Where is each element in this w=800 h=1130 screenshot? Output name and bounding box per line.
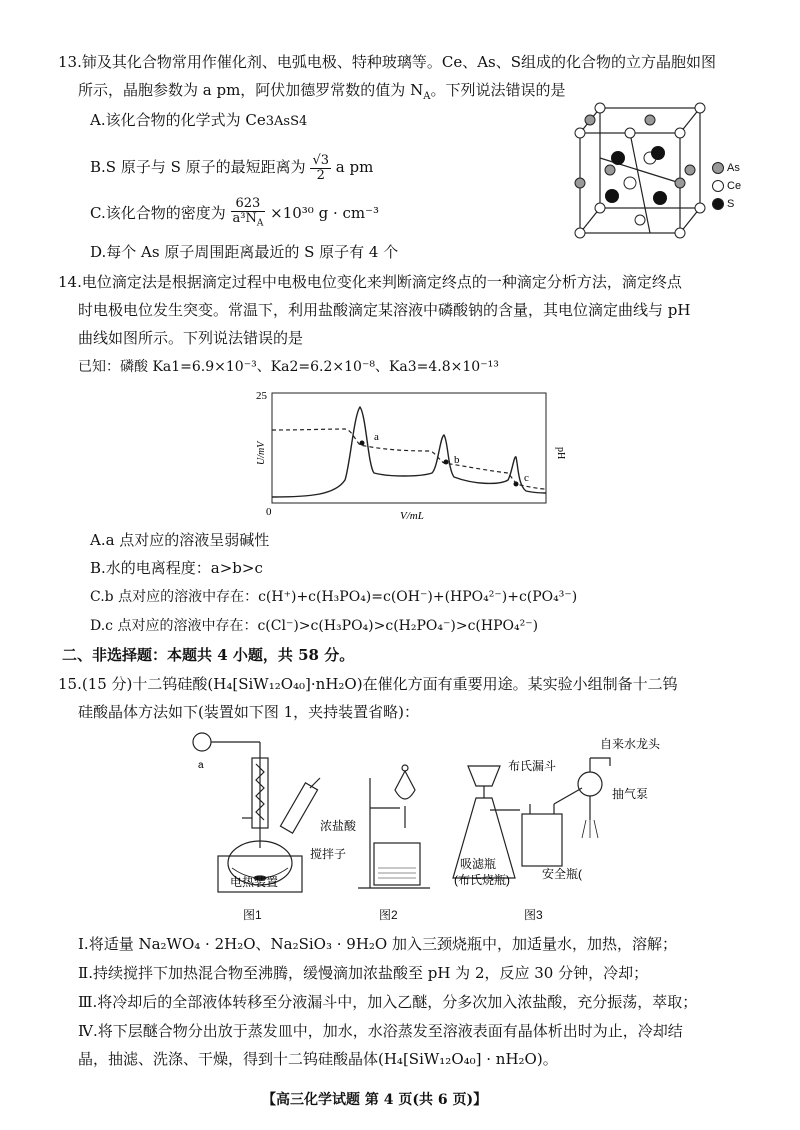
buchner-funnel — [468, 766, 500, 786]
q13-option-b-num: √3 — [312, 152, 329, 168]
point-c-marker — [514, 482, 519, 487]
q14-option-d: D.c 点对应的溶液中存在：c(Cl⁻)>c(H₃PO₄)>c(H₂PO₄⁻)>c(HPO₄²⁻) — [90, 618, 539, 634]
point-b-label: b — [454, 454, 460, 466]
q14-option-a: A.a 点对应的溶液呈弱碱性 — [90, 531, 270, 549]
safety-bottle — [522, 814, 562, 866]
q13-stem-line1: 13.铈及其化合物常用作催化剂、电弧电极、特种玻璃等。Ce、As、S组成的化合物的立方晶胞如图 — [58, 53, 717, 71]
q13-option-c-unit: ×10³⁰ g · cm⁻³ — [270, 204, 380, 222]
q15-step4-line2: 晶，抽滤、洗涤、干燥，得到十二钨硅酸晶体(H₄[SiW₁₂O₄₀] · nH₂O)。 — [78, 1050, 558, 1068]
graph-x-label: V/mL — [400, 510, 424, 522]
q13-option-c-den-text: a³N — [232, 211, 257, 227]
q13-option-b — [90, 150, 373, 184]
legend-as-swatch — [712, 162, 724, 174]
graph-y-label: U/mV — [256, 441, 267, 465]
q14-option-c: C.b 点对应的溶液中存在：c(H⁺)+c(H₃PO₄)=c(OH⁻)+(HPO₄²⁻)+c(PO₄³⁻) — [90, 589, 578, 605]
vacuum-pump — [578, 772, 602, 796]
graph-y-top-label: 25 — [256, 390, 267, 402]
q13-stem2-end: 。下列说法错误的是 — [430, 81, 566, 99]
potential-curve — [272, 407, 546, 497]
fig2-caption: 图2 — [379, 908, 398, 922]
fig1-label-stirrer: 搅拌子 — [310, 847, 347, 861]
graph-frame — [272, 393, 546, 503]
apparatus-figures — [170, 728, 760, 903]
ph-curve — [272, 429, 546, 489]
q15-step4-line1: Ⅳ.将下层醚合物分出放于蒸发皿中，加水，水浴蒸发至溶液表面有晶体析出时为止，冷却结 — [78, 1022, 683, 1040]
beaker — [374, 843, 420, 885]
legend-s-label: S — [727, 198, 735, 210]
legend-ce — [712, 180, 741, 192]
q15-step1: Ⅰ.将适量 Na₂WO₄ · 2H₂O、Na₂SiO₃ · 9H₂O 加入三颈烧瓶中，加适量水，加热，溶解； — [78, 935, 677, 953]
legend-as — [712, 162, 740, 174]
q15-step3: Ⅲ.将冷却后的全部液体转移至分液漏斗中，加入乙醚，分多次加入浓盐酸，充分振荡，萃取； — [78, 993, 698, 1011]
q14-stem-line3: 曲线如图所示。下列说法错误的是 — [78, 329, 304, 347]
q13-option-c-den-sub: A — [256, 218, 264, 229]
fig3-label-safety: 安全瓶( — [542, 867, 582, 881]
dropping-funnel-fig1 — [280, 783, 317, 833]
q13-option-a — [90, 110, 307, 132]
fig3-caption: 图3 — [524, 908, 543, 922]
fig1-label-a: a — [198, 760, 204, 771]
q14-stem-line1: 14.电位滴定法是根据滴定过程中电极电位变化来判断滴定终点的一种滴定分析方法，滴定终点 — [58, 273, 682, 291]
q13-option-a-formula: 3AsS4 — [265, 114, 308, 129]
stirrer-motor — [193, 733, 211, 751]
q15-step2: Ⅱ.持续搅拌下加热混合物至沸腾，缓慢滴加浓盐酸至 pH 为 2，反应 30 分钟，冷却； — [78, 964, 649, 982]
fig3-label-flask2: (布氏烧瓶) — [454, 873, 510, 887]
q15-stem-line1: 15.(15 分)十二钨硅酸(H₄[SiW₁₂O₄₀]·nH₂O)在催化方面有重要用途。某实验小组制备十二钨 — [58, 675, 678, 693]
q13-option-b-text: B.S 原子与 S 原子的最短距离为 — [90, 158, 306, 176]
q13-option-d: D.每个 As 原子周围距离最近的 S 原子有 4 个 — [90, 243, 399, 261]
point-a-label: a — [374, 431, 379, 443]
q13-option-c — [90, 196, 379, 231]
q14-known-constants: 已知：磷酸 Ka1=6.9×10⁻³、Ka2=6.2×10⁻⁸、Ka3=4.8×10⁻¹³ — [78, 359, 499, 375]
q14-stem-line2: 时电极电位发生突变。常温下，利用盐酸滴定某溶液中磷酸钠的含量，其电位滴定曲线与 pH — [78, 301, 691, 319]
crystal-cell-figure — [570, 98, 710, 248]
q15-stem-line2: 硅酸晶体方法如下(装置如下图 1，夹持装置省略)： — [78, 703, 420, 721]
q13-stem-line2 — [78, 80, 565, 107]
q13-option-b-unit: a pm — [335, 158, 374, 176]
q13-option-c-fraction — [231, 197, 266, 231]
section2-heading: 二、非选择题：本题共 4 小题，共 58 分。 — [62, 646, 355, 664]
q13-option-c-text: C.该化合物的密度为 — [90, 204, 226, 222]
legend-ce-swatch — [712, 180, 724, 192]
graph-y-right-label: pH — [555, 447, 566, 460]
fig3-label-funnel: 布氏漏斗 — [508, 759, 557, 773]
legend-s-swatch — [712, 198, 724, 210]
q13-option-c-num: 623 — [231, 197, 266, 212]
fig1-label-acid: 浓盐酸 — [320, 819, 357, 833]
separatory-funnel — [395, 771, 415, 799]
legend-as-label: As — [727, 162, 740, 174]
point-b-marker — [444, 460, 449, 465]
fig3-label-flask: 吸滤瓶 — [460, 857, 497, 871]
titration-graph — [250, 385, 570, 525]
q13-option-b-fraction — [310, 154, 331, 183]
page-footer: 【高三化学试题 第 4 页(共 6 页)】 — [262, 1092, 488, 1108]
q13-option-b-den: 2 — [316, 167, 325, 183]
fig3-label-tap: 自来水龙头 — [600, 737, 661, 751]
q13-option-a-text: A.该化合物的化学式为 Ce — [90, 111, 266, 129]
point-c-label: c — [524, 472, 529, 484]
point-a-marker — [360, 441, 365, 446]
q13-option-c-den — [231, 212, 266, 231]
legend-ce-label: Ce — [727, 180, 742, 192]
graph-origin-label: 0 — [266, 506, 272, 518]
q13-na-sub: A — [423, 91, 431, 102]
fig3-label-pump: 抽气泵 — [612, 787, 649, 801]
q14-option-b: B.水的电离程度：a>b>c — [90, 559, 263, 577]
fig1-caption: 图1 — [243, 908, 262, 922]
legend-s — [712, 198, 734, 210]
fig1-label-heater: 电热装置 — [230, 875, 279, 889]
q13-stem2-text: 所示，晶胞参数为 a pm，阿伏加德罗常数的值为 N — [78, 81, 424, 99]
